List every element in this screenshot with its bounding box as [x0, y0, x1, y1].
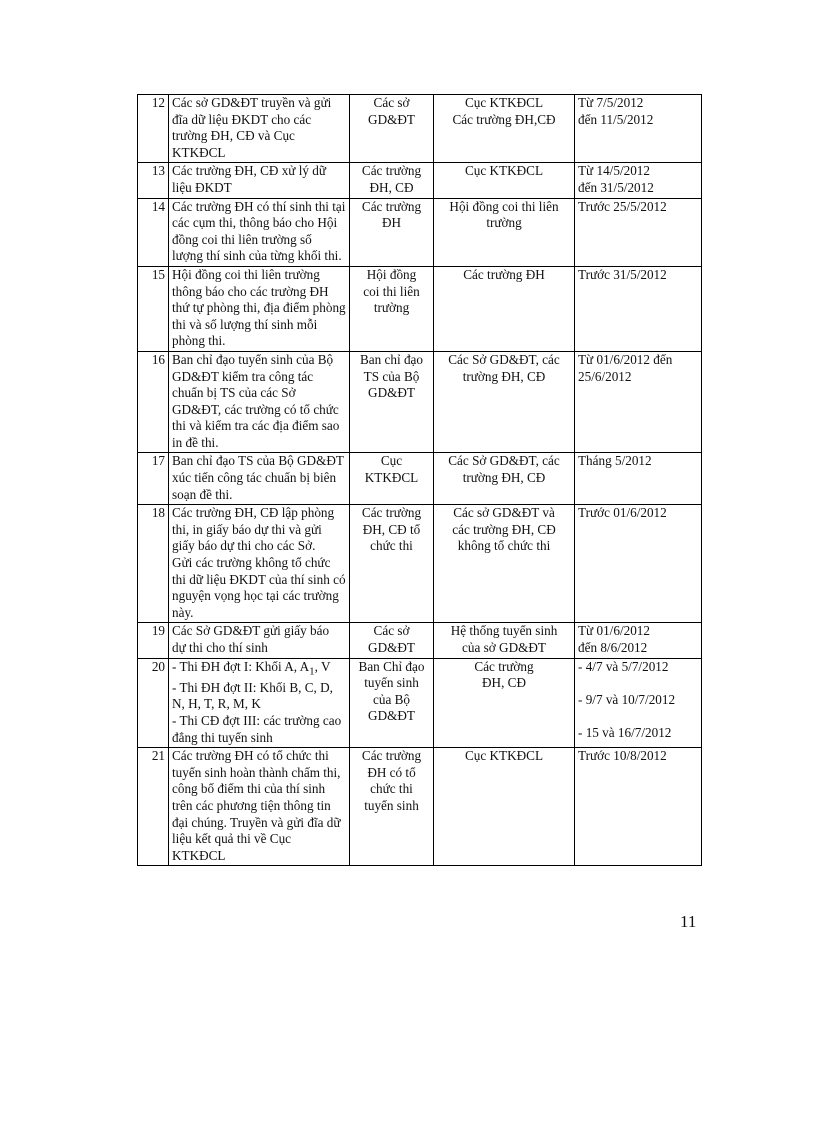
task-cell: Các trường ĐH, CĐ xử lý dữ liệu ĐKDT	[169, 163, 350, 198]
lead-unit-cell: Các trường ĐH, CĐ	[350, 163, 434, 198]
row-number: 18	[138, 505, 169, 623]
lead-unit-cell: Các trường ĐH, CĐ tổ chức thi	[350, 505, 434, 623]
participants-cell: Các Sở GD&ĐT, các trường ĐH, CĐ	[434, 453, 575, 505]
task-cell: Các sở GD&ĐT truyền và gửi đĩa dữ liệu ĐKDT cho các trường ĐH, CĐ và Cục KTKĐCL	[169, 95, 350, 163]
lead-unit-cell: Cục KTKĐCL	[350, 453, 434, 505]
time-cell: Trước 01/6/2012	[575, 505, 702, 623]
row-number: 13	[138, 163, 169, 198]
participants-cell: Các trường ĐH	[434, 266, 575, 351]
participants-cell: Cục KTKĐCL	[434, 748, 575, 866]
table-row	[138, 163, 702, 198]
row-number: 12	[138, 95, 169, 163]
task-cell: Các Sở GD&ĐT gửi giấy báo dự thi cho thí sinh	[169, 623, 350, 658]
row-number: 14	[138, 198, 169, 266]
time-cell: Từ 14/5/2012 đến 31/5/2012	[575, 163, 702, 198]
time-cell	[575, 658, 702, 748]
time-cell: Từ 01/6/2012 đến 25/6/2012	[575, 351, 702, 453]
task-subscript: 1	[309, 665, 315, 678]
row-number: 16	[138, 351, 169, 453]
time-cell: Từ 7/5/2012 đến 11/5/2012	[575, 95, 702, 163]
exam-date-item: - 15 và 16/7/2012	[578, 724, 672, 740]
task-part-a: - Thi ĐH đợt I: Khối A, A	[172, 658, 310, 674]
lead-unit-cell: Hội đồng coi thi liên trường	[350, 266, 434, 351]
schedule-table	[137, 94, 702, 866]
table-row	[138, 453, 702, 505]
exam-date-item: - 9/7 và 10/7/2012	[578, 691, 676, 707]
row-number: 21	[138, 748, 169, 866]
lead-unit-cell: Ban chỉ đạo TS của Bộ GD&ĐT	[350, 351, 434, 453]
table-row	[138, 658, 702, 748]
participants-cell: Các sở GD&ĐT và các trường ĐH, CĐ không tổ chức thi	[434, 505, 575, 623]
participants-cell: Cục KTKĐCL	[434, 163, 575, 198]
task-cell: Các trường ĐH, CĐ lập phòng thi, in giấy báo dự thi và gửi giấy báo dự thi cho các Sở. Gửi các trường không tổ chức thi dữ liệu ĐKDT của thí sinh có nguyện vọng học tại các trường này.	[169, 505, 350, 623]
time-cell: Trước 10/8/2012	[575, 748, 702, 866]
time-cell: Từ 01/6/2012 đến 8/6/2012	[575, 623, 702, 658]
table-row	[138, 623, 702, 658]
lead-unit-cell: Các sở GD&ĐT	[350, 95, 434, 163]
table-row	[138, 748, 702, 866]
lead-unit-cell: Ban Chỉ đạo tuyển sinh của Bộ GD&ĐT	[350, 658, 434, 748]
time-cell: Trước 31/5/2012	[575, 266, 702, 351]
table-row	[138, 198, 702, 266]
time-cell: Tháng 5/2012	[575, 453, 702, 505]
task-cell: Các trường ĐH có tổ chức thi tuyển sinh hoàn thành chấm thi, công bố điểm thi của thí sinh trên các phương tiện thông tin đại chúng. Truyền và gửi đĩa dữ liệu kết quả thi về Cục KTKĐCL	[169, 748, 350, 866]
page-number: 11	[680, 912, 697, 931]
participants-cell: Hội đồng coi thi liên trường	[434, 198, 575, 266]
row-number: 20	[138, 658, 169, 748]
task-part-b: , V - Thi ĐH đợt II: Khối B, C, D, N, H, T, R, M, K - Thi CĐ đợt III: các trường cao đẳng thi tuyển sinh	[172, 658, 342, 745]
row-number: 15	[138, 266, 169, 351]
task-cell: Hội đồng coi thi liên trường thông báo cho các trường ĐH thứ tự phòng thi, địa điểm phòng thi và số lượng thí sinh mỗi phòng thi.	[169, 266, 350, 351]
lead-unit-cell: Các trường ĐH có tổ chức thi tuyển sinh	[350, 748, 434, 866]
table-row	[138, 95, 702, 163]
time-cell: Trước 25/5/2012	[575, 198, 702, 266]
participants-cell: Hệ thống tuyển sinh của sở GD&ĐT	[434, 623, 575, 658]
table-row	[138, 505, 702, 623]
participants-cell: Các trường ĐH, CĐ	[434, 658, 575, 748]
table-row	[138, 266, 702, 351]
exam-date-item: - 4/7 và 5/7/2012	[578, 658, 669, 674]
lead-unit-cell: Các sở GD&ĐT	[350, 623, 434, 658]
row-number: 17	[138, 453, 169, 505]
row-number: 19	[138, 623, 169, 658]
participants-cell: Cục KTKĐCL Các trường ĐH,CĐ	[434, 95, 575, 163]
lead-unit-cell: Các trường ĐH	[350, 198, 434, 266]
task-cell	[169, 658, 350, 748]
table-row	[138, 351, 702, 453]
task-cell: Ban chỉ đạo TS của Bộ GD&ĐT xúc tiến công tác chuẩn bị biên soạn đề thi.	[169, 453, 350, 505]
participants-cell: Các Sở GD&ĐT, các trường ĐH, CĐ	[434, 351, 575, 453]
task-cell: Ban chỉ đạo tuyển sinh của Bộ GD&ĐT kiểm tra công tác chuẩn bị TS của các Sở GD&ĐT, các trường có tổ chức thi và kiểm tra các địa điểm sao in đề thi.	[169, 351, 350, 453]
task-cell: Các trường ĐH có thí sinh thi tại các cụm thi, thông báo cho Hội đồng coi thi liên trường số lượng thí sinh của từng khối thi.	[169, 198, 350, 266]
